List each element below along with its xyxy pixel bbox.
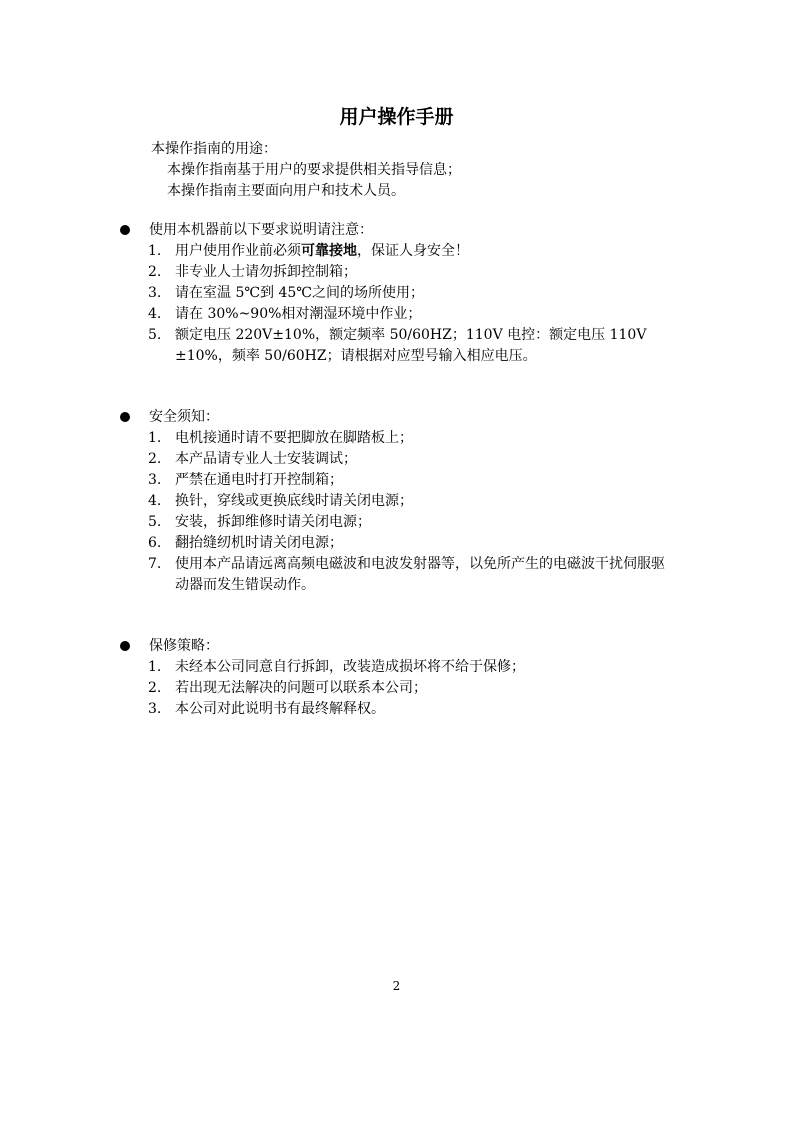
list-item — [118, 283, 675, 304]
item-emphasis: 可靠接地 — [301, 243, 357, 259]
list-item — [118, 262, 675, 283]
item-number: 3. — [148, 472, 162, 488]
item-number: 1. — [148, 659, 162, 675]
item-text: 电机接通时请不要把脚放在脚踏板上； — [175, 430, 413, 446]
item-text: 翻抬缝纫机时请关闭电源； — [175, 535, 343, 551]
list-item — [118, 512, 675, 533]
list-item — [118, 241, 675, 262]
section-title: 使用本机器前以下要求说明请注意： — [149, 222, 373, 238]
bullet-icon — [120, 412, 130, 422]
section-safety-notes — [118, 407, 698, 596]
item-number: 2. — [148, 451, 162, 467]
item-text: 本产品请专业人士安装调试； — [175, 451, 357, 467]
page-title: 用户操作手册 — [339, 106, 454, 128]
warranty-list — [118, 657, 698, 720]
item-number: 1. — [148, 243, 162, 259]
safety-list — [118, 428, 698, 596]
list-item — [118, 449, 675, 470]
item-text: 安装，拆卸维修时请关闭电源； — [175, 514, 371, 530]
intro-line: 本操作指南基于用户的要求提供相关指导信息； — [167, 162, 461, 178]
item-number: 5. — [148, 327, 162, 343]
section-title: 安全须知： — [149, 409, 219, 425]
list-item — [118, 533, 675, 554]
section-header — [118, 220, 698, 241]
list-item — [118, 470, 675, 491]
item-text: 使用本产品请远离高频电磁波和电波发射器等，以免所产生的电磁波干扰伺服驱动器而发生错误动作。 — [175, 556, 665, 593]
item-text: 换针，穿线或更换底线时请关闭电源； — [175, 493, 413, 509]
item-text: 未经本公司同意自行拆卸，改装造成损坏将不给于保修； — [175, 659, 525, 675]
item-text: 请在 30%~90%相对潮湿环境中作业； — [175, 306, 422, 322]
section-header — [118, 407, 698, 428]
item-text: 用户使用作业前必须 — [175, 243, 301, 259]
list-item — [118, 699, 675, 720]
item-text: 额定电压 220V±10%，额定频率 50/60HZ；110V 电控：额定电压 110V ±10%，频率 50/60HZ；请根据对应型号输入相应电压。 — [175, 327, 647, 364]
bullet-icon — [120, 641, 130, 651]
item-number: 2. — [148, 264, 162, 280]
section-title: 保修策略： — [149, 638, 219, 654]
requirements-list — [118, 241, 698, 367]
intro-heading: 本操作指南的用途： — [151, 141, 277, 157]
item-number: 3. — [148, 701, 162, 717]
section-header — [118, 636, 698, 657]
list-item — [118, 325, 675, 367]
item-number: 2. — [148, 680, 162, 696]
section-usage-requirements — [118, 220, 698, 367]
item-number: 4. — [148, 306, 162, 322]
item-number: 1. — [148, 430, 162, 446]
list-item — [118, 491, 675, 512]
item-text: 请在室温 5℃到 45℃之间的场所使用； — [175, 285, 424, 301]
section-warranty-policy — [118, 636, 698, 720]
item-number: 3. — [148, 285, 162, 301]
list-item — [118, 657, 675, 678]
item-text: 若出现无法解决的问题可以联系本公司； — [175, 680, 427, 696]
bullet-icon — [120, 225, 130, 235]
list-item — [118, 554, 675, 596]
item-number: 5. — [148, 514, 162, 530]
item-text: ，保证人身安全！ — [357, 243, 469, 259]
item-number: 4. — [148, 493, 162, 509]
list-item — [118, 428, 675, 449]
item-text: 非专业人士请勿拆卸控制箱； — [175, 264, 357, 280]
list-item — [118, 304, 675, 325]
page-number: 2 — [392, 979, 401, 993]
intro-line: 本操作指南主要面向用户和技术人员。 — [167, 183, 405, 199]
item-number: 7. — [148, 556, 162, 572]
item-text: 严禁在通电时打开控制箱； — [175, 472, 343, 488]
item-number: 6. — [148, 535, 162, 551]
item-text: 本公司对此说明书有最终解释权。 — [175, 701, 385, 717]
list-item — [118, 678, 675, 699]
